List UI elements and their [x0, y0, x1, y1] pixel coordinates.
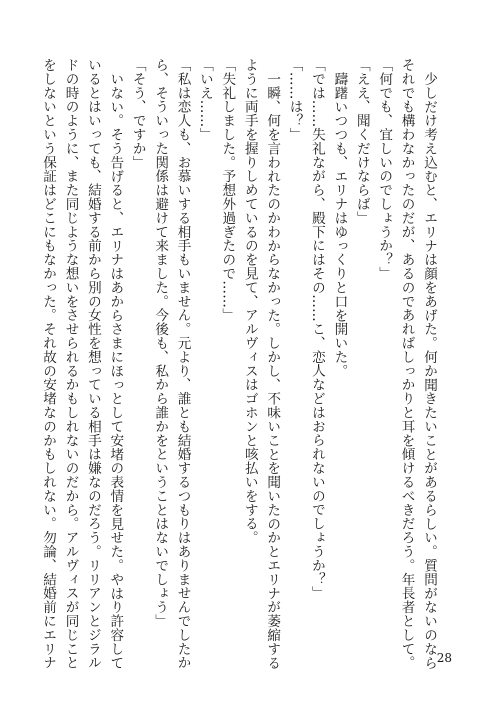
text-line: 少しだけ考え込むと、エリナは顔をあげた。何か聞きたいことがあるらしい。質問がないのなら: [421, 71, 437, 670]
dialogue-line: 「では……失礼ながら、殿下にはその……こ、恋人などはおられないのでしょうか？」: [308, 58, 325, 601]
page-number: 28: [436, 651, 452, 665]
text-line: いるとはいっても、結婚する前から別の女性を想っている相手は嫌なのだろう。リリアンとジラル: [84, 58, 101, 670]
dialogue-line: 「そう、ですか」: [129, 58, 146, 170]
dialogue-line: ら、そういった関係は避けて来ました。今後も、私から誰かをということはないでしょう」: [152, 58, 169, 628]
dialogue-line: 「失礼しました。予想外過ぎたので……」: [219, 58, 236, 323]
text-line: をしないという保証はどこにもなかった。それ故の安堵なのかもしれない。勿論、結婚前にエリナ: [40, 58, 57, 670]
dialogue-line: 「いえ……」: [196, 58, 213, 142]
dialogue-line: 「私は恋人も、お慕いする相手もいません。元より、誰とも結婚するつもりはありませんでしたか: [174, 58, 191, 670]
vertical-text-block: [40, 58, 440, 670]
text-line: 一瞬、何を言われたのかわからなかった。しかし、不味いことを聞いたのかとエリナが萎縮する: [264, 71, 281, 670]
text-line: それでも構わなかったのだが、あるのであればしっかりと耳を傾けるべきだろう。年長者として。: [398, 58, 415, 670]
text-line: 躊躇いつつも、エリナはゆっくりと口を開いた。: [331, 71, 348, 378]
dialogue-line: 「何でも、宜しいのでしょうか？」: [376, 58, 393, 281]
dialogue-line: 「ええ、聞くだけならば」: [353, 58, 370, 225]
text-line: ように両手を握りしめているのを見て、アルヴィスはゴホンと咳払いをする。: [241, 58, 258, 545]
text-line: ドの時のように、また同じような想いをさせられるかもしれないのだから。アルヴィスが同じこと: [62, 58, 79, 670]
dialogue-line: 「……は？」: [286, 58, 303, 142]
text-line: いない。そう告げると、エリナはあからさまにほっとして安堵の表情を見せた。やはり許容して: [107, 71, 124, 670]
